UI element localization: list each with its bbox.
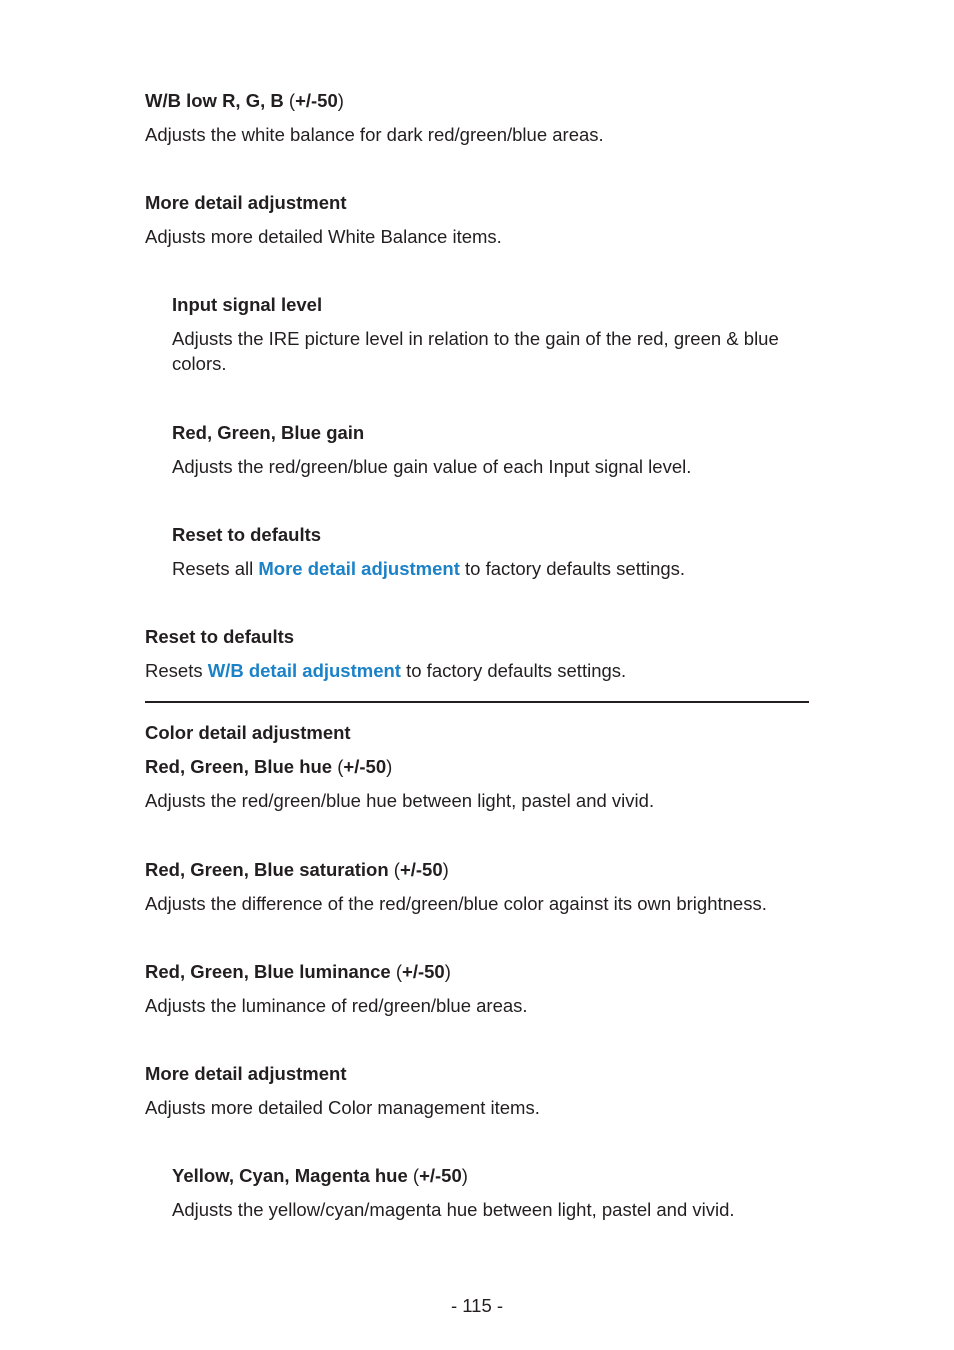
more-detail-color-description: Adjusts more detailed Color management items. xyxy=(145,1097,540,1118)
wb-low-heading xyxy=(145,88,344,113)
rgb-hue-range-open: ( xyxy=(332,756,344,777)
rgb-sat-range-close: ) xyxy=(442,859,449,880)
more-detail-wb-heading: More detail adjustment xyxy=(145,192,347,213)
color-detail-heading: Color detail adjustment xyxy=(145,722,351,743)
wb-low-range-value: +/-50 xyxy=(295,90,338,111)
wb-detail-adjustment-link[interactable]: W/B detail adjustment xyxy=(207,660,401,681)
ycm-hue-title: Yellow, Cyan, Magenta hue xyxy=(172,1165,408,1186)
rgb-lum-title: Red, Green, Blue luminance xyxy=(145,961,391,982)
ycm-hue-description: Adjusts the yellow/cyan/magenta hue between light, pastel and vivid. xyxy=(172,1199,735,1220)
rgb-hue-range-value: +/-50 xyxy=(343,756,387,777)
rgb-lum-heading xyxy=(145,959,451,984)
reset-more-desc-post: to factory defaults settings. xyxy=(459,558,686,579)
more-detail-color-heading: More detail adjustment xyxy=(145,1063,347,1084)
more-detail-adjustment-link[interactable]: More detail adjustment xyxy=(258,558,460,579)
reset-more-description xyxy=(172,556,685,581)
input-signal-heading: Input signal level xyxy=(172,294,323,315)
rgb-hue-heading xyxy=(145,754,392,779)
rgb-sat-title: Red, Green, Blue saturation xyxy=(145,859,389,880)
more-detail-wb-description: Adjusts more detailed White Balance items. xyxy=(145,226,502,247)
rgb-sat-heading xyxy=(145,857,449,882)
rgb-sat-range-value: +/-50 xyxy=(399,859,443,880)
wb-low-description: Adjusts the white balance for dark red/green/blue areas. xyxy=(145,124,604,145)
rgb-gain-heading: Red, Green, Blue gain xyxy=(172,422,365,443)
ycm-hue-range-open: ( xyxy=(407,1165,420,1186)
rgb-lum-range-close: ) xyxy=(444,961,451,982)
ycm-hue-range-value: +/-50 xyxy=(419,1165,462,1186)
input-signal-description: Adjusts the IRE picture level in relation to the gain of the red, green & blue colors. xyxy=(172,328,779,374)
wb-low-range-open: ( xyxy=(283,90,296,111)
reset-wb-desc-pre: Resets xyxy=(145,660,208,681)
rgb-gain-description: Adjusts the red/green/blue gain value of each Input signal level. xyxy=(172,456,692,477)
rgb-lum-description: Adjusts the luminance of red/green/blue areas. xyxy=(145,995,528,1016)
wb-low-range-close: ) xyxy=(337,90,344,111)
reset-wb-heading: Reset to defaults xyxy=(145,626,295,647)
reset-more-desc-pre: Resets all xyxy=(172,558,259,579)
reset-wb-desc-post: to factory defaults settings. xyxy=(400,660,627,681)
reset-more-heading: Reset to defaults xyxy=(172,524,322,545)
rgb-hue-title: Red, Green, Blue hue xyxy=(145,756,333,777)
ycm-hue-range-close: ) xyxy=(461,1165,468,1186)
rgb-sat-range-open: ( xyxy=(388,859,400,880)
rgb-hue-range-close: ) xyxy=(386,756,393,777)
section-divider xyxy=(145,701,809,703)
page-number: - 115 - xyxy=(450,1295,504,1316)
reset-wb-description xyxy=(145,658,626,683)
wb-low-title: W/B low R, G, B xyxy=(145,90,284,111)
rgb-hue-description: Adjusts the red/green/blue hue between light, pastel and vivid. xyxy=(145,790,655,811)
ycm-hue-heading xyxy=(172,1163,468,1188)
rgb-lum-range-value: +/-50 xyxy=(402,961,445,982)
rgb-lum-range-open: ( xyxy=(390,961,403,982)
rgb-sat-description: Adjusts the difference of the red/green/blue color against its own brightness. xyxy=(145,893,767,914)
